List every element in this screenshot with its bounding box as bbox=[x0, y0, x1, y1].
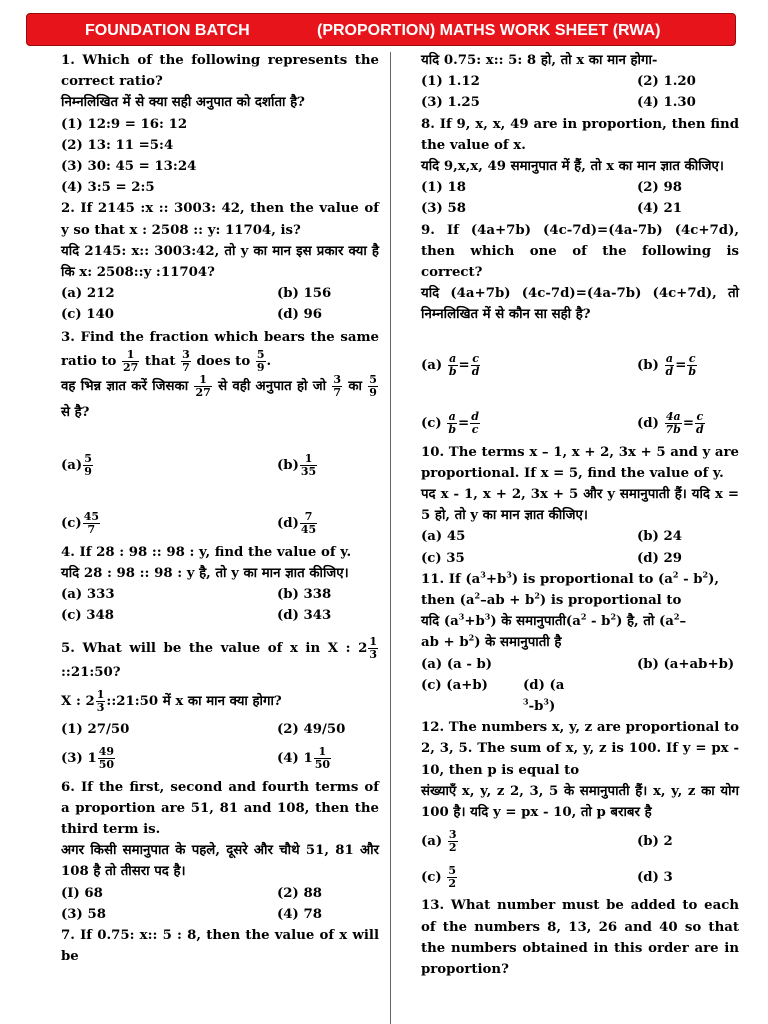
option: (b) 156 bbox=[277, 286, 332, 302]
option bbox=[277, 746, 332, 771]
denominator: 27 bbox=[122, 360, 139, 374]
option-label: (c) bbox=[421, 416, 442, 432]
option-label: (d) bbox=[637, 416, 659, 432]
question-text: 4. If 28 : 98 :: 98 : y, find the value of y. bbox=[61, 544, 352, 560]
fraction bbox=[665, 353, 675, 378]
numerator: c bbox=[688, 352, 696, 366]
option-row bbox=[421, 859, 739, 895]
numerator: a bbox=[665, 352, 673, 366]
option-row bbox=[61, 283, 379, 304]
option: (4) 78 bbox=[277, 906, 322, 922]
denominator: 50 bbox=[98, 758, 115, 772]
option: (b) (a+ab+b) bbox=[637, 656, 735, 672]
option-row bbox=[421, 177, 739, 198]
left-column bbox=[61, 50, 379, 967]
option: (1) 12:9 = 16: 12 bbox=[61, 116, 188, 132]
fraction bbox=[300, 453, 317, 478]
question-text-hindi: संख्याएँ x, y, z 2, 3, 5 के समानुपाती हैं। x, y, z का योग 100 है। यदि y = px - 10, तो p बराबर है bbox=[421, 783, 739, 821]
question-6 bbox=[61, 777, 379, 925]
fraction bbox=[368, 374, 378, 399]
numerator: c bbox=[696, 410, 704, 424]
numerator: 5 bbox=[256, 347, 265, 361]
question-text-hindi: निम्नलिखित में से क्या सही अनुपात को दर्शाता है? bbox=[61, 95, 305, 111]
denominator: 9 bbox=[256, 360, 265, 374]
column-divider bbox=[390, 52, 391, 1024]
option bbox=[61, 746, 277, 771]
option-row bbox=[61, 584, 379, 605]
numerator: c bbox=[472, 352, 479, 366]
denominator: b bbox=[688, 365, 697, 379]
text: that bbox=[144, 353, 176, 369]
option-row bbox=[421, 348, 739, 384]
option-label: (a) bbox=[421, 833, 443, 849]
text: वह भिन्न ज्ञात करें जिसका bbox=[61, 378, 189, 394]
denominator: c bbox=[471, 423, 479, 437]
option: (b) 2 bbox=[637, 833, 673, 849]
fraction bbox=[470, 411, 480, 436]
option: (4) 21 bbox=[637, 201, 682, 217]
option-label: (3) 1 bbox=[61, 751, 97, 767]
denominator: 2 bbox=[448, 840, 457, 854]
option bbox=[61, 511, 277, 536]
question-text: 8. If 9, x, x, 49 are in proportion, then find the value of x. bbox=[421, 116, 739, 153]
numerator: 3 bbox=[182, 347, 190, 361]
fraction bbox=[122, 349, 139, 374]
fraction bbox=[665, 411, 682, 436]
question-text bbox=[61, 636, 379, 685]
option-label: (d) bbox=[277, 516, 299, 532]
question-7-continued bbox=[421, 50, 739, 114]
option: (c) (a+b) bbox=[421, 677, 488, 693]
question-5 bbox=[61, 636, 379, 776]
option: (2) 1.20 bbox=[637, 74, 696, 90]
option: (4) 1.30 bbox=[637, 95, 696, 111]
question-9 bbox=[421, 220, 739, 442]
text: 5. What will be the value of x in X : 2 bbox=[61, 641, 368, 657]
question-text: 6. If the first, second and fourth terms of a proportion are 51, 81 and 108, then the third term is. bbox=[61, 779, 379, 838]
question-8 bbox=[421, 114, 739, 220]
question-text-hindi: यदि $(a^3+b^3)$ के $समानुपाती(a^2 - b^2)$ है, तो ($a^2-$ bbox=[421, 611, 687, 630]
numerator: 1 bbox=[314, 746, 331, 759]
option-row bbox=[61, 719, 379, 740]
question-7 bbox=[61, 925, 379, 967]
option: (1) 1.12 bbox=[421, 74, 480, 90]
option-label: (b) bbox=[637, 358, 659, 374]
question-3 bbox=[61, 326, 379, 542]
option: (a) 212 bbox=[61, 286, 115, 302]
fraction bbox=[332, 374, 342, 399]
option: (1) 18 bbox=[421, 180, 466, 196]
option-row bbox=[421, 548, 739, 569]
fraction bbox=[448, 353, 458, 378]
option-row bbox=[421, 71, 739, 92]
numerator: 1 bbox=[300, 453, 317, 466]
fraction bbox=[300, 511, 317, 536]
question-2 bbox=[61, 198, 379, 325]
option bbox=[637, 353, 698, 378]
equals: = bbox=[682, 416, 695, 432]
option bbox=[277, 511, 318, 536]
question-text-hindi bbox=[61, 374, 379, 426]
question-text-hindi bbox=[61, 685, 379, 719]
question-12 bbox=[421, 717, 739, 895]
text: ::21:50 में x का मान क्या होगा? bbox=[106, 694, 282, 710]
worksheet-header bbox=[26, 13, 736, 46]
fraction bbox=[448, 829, 458, 854]
text: X : 2 bbox=[61, 694, 95, 710]
text: से है? bbox=[61, 404, 90, 420]
numerator: 5 bbox=[84, 452, 92, 466]
denominator: 35 bbox=[300, 465, 317, 479]
fraction bbox=[98, 746, 115, 771]
denominator: b bbox=[448, 423, 457, 437]
numerator: d bbox=[471, 410, 479, 424]
option: (a) (a - b) bbox=[421, 656, 493, 672]
option-label: (c) bbox=[421, 869, 442, 885]
option: (c) 348 bbox=[61, 608, 115, 624]
option: (3) 58 bbox=[61, 906, 106, 922]
question-text: 1. Which of the following represents the correct ratio? bbox=[61, 53, 379, 90]
question-text-hindi: यदि 9,x,x, 49 समानुपात में हैं, तो x का मान ज्ञात कीजिए। bbox=[421, 159, 724, 175]
option: (d) 29 bbox=[637, 550, 683, 566]
option: (2) 88 bbox=[277, 885, 322, 901]
numerator: 1 bbox=[122, 349, 139, 362]
equals: = bbox=[458, 416, 470, 432]
option-label: (c) bbox=[61, 516, 82, 532]
text: का bbox=[348, 378, 362, 394]
denominator: 45 bbox=[300, 523, 317, 537]
option: (2) 49/50 bbox=[277, 722, 346, 738]
question-text: 10. The terms x – 1, x + 2, 3x + 5 and y are proportional. If x = 5, find the value of y. bbox=[421, 444, 739, 481]
question-text: 7. If 0.75: x:: 5 : 8, then the value of x will be bbox=[61, 928, 379, 965]
question-13 bbox=[421, 895, 739, 980]
question-text-hindi: यदि (4a+7b) (4c-7d)=(4a-7b) (4c+7d), तो निम्नलिखित में से कौन सा सही है? bbox=[421, 286, 739, 323]
option bbox=[421, 829, 637, 854]
question-1 bbox=[61, 50, 379, 198]
option-label: (a) bbox=[61, 458, 83, 474]
numerator: 5 bbox=[448, 863, 456, 877]
question-text: 13. What number must be added to each of the numbers 8, 13, 26 and 40 so that the numbers obtained in this order are in proportion? bbox=[421, 898, 739, 977]
question-text-hindi: यदि 2145: x:: 3003:42, तो y का मान इस प्रकार क्या है कि x: 2508::y :11704? bbox=[61, 243, 379, 281]
option: (1) 27/50 bbox=[61, 722, 130, 738]
option: (2) 98 bbox=[637, 180, 682, 196]
fraction bbox=[695, 411, 705, 436]
sheet-title: (PROPORTION) MATHS WORK SHEET (RWA) bbox=[317, 22, 661, 39]
option: (a) 45 bbox=[421, 529, 466, 545]
denominator: 7 bbox=[182, 360, 190, 374]
denominator: 3 bbox=[369, 648, 377, 662]
option: (4) 3:5 = 2:5 bbox=[61, 180, 155, 196]
numerator: 1 bbox=[96, 688, 105, 702]
option bbox=[61, 453, 277, 478]
question-text: 2. If 2145 :x :: 3003: 42, then the value of y so that x : 2508 :: y: 11704, is? bbox=[61, 201, 379, 238]
right-column bbox=[421, 50, 739, 980]
question-text: 11. If $(a^3+b^3)$ is proportional to $(a^2 - b^2)$, bbox=[421, 569, 720, 587]
numerator: a bbox=[448, 410, 456, 424]
option bbox=[637, 411, 706, 436]
option: (2) 13: 11 =5:4 bbox=[61, 137, 174, 153]
option: (d) 3 bbox=[637, 869, 673, 885]
text: ::21:50? bbox=[61, 665, 121, 681]
question-text-hindi: अगर किसी समानुपात के पहले, दूसरे और चौथे 51, 81 और 108 है तो तीसरा पद है। bbox=[61, 843, 379, 880]
option-label: (b) bbox=[277, 458, 299, 474]
question-text-hindi: पद x - 1, x + 2, 3x + 5 और y समानुपाती हैं। यदि x = 5 हो, तो y का मान ज्ञात कीजिए। bbox=[421, 487, 739, 524]
denominator: 7 bbox=[87, 523, 96, 537]
question-4 bbox=[61, 542, 379, 627]
denominator: 27 bbox=[195, 385, 211, 399]
batch-title: FOUNDATION BATCH bbox=[85, 22, 250, 39]
option: (3) 30: 45 = 13:24 bbox=[61, 159, 197, 175]
fraction bbox=[181, 349, 191, 374]
fraction bbox=[96, 689, 106, 714]
option-row bbox=[421, 92, 739, 113]
fraction bbox=[687, 353, 697, 378]
option-row bbox=[61, 605, 379, 626]
fraction bbox=[194, 374, 211, 399]
option: (a) 333 bbox=[61, 587, 115, 603]
option-row bbox=[61, 741, 379, 777]
fraction bbox=[83, 511, 100, 536]
option bbox=[421, 353, 637, 378]
option bbox=[277, 453, 318, 478]
option: (d) $(a^3-b^3)$ bbox=[523, 677, 565, 715]
text: . bbox=[266, 353, 272, 369]
question-text-hindi: यदि 28 : 98 :: 98 : y है, तो y का मान ज्ञात कीजिए। bbox=[61, 565, 349, 581]
option: (d) 96 bbox=[277, 307, 323, 323]
option: (3) 1.25 bbox=[421, 95, 480, 111]
option-row bbox=[61, 448, 379, 484]
fraction bbox=[447, 411, 457, 436]
option-label: (a) bbox=[421, 358, 443, 374]
option: (d) 343 bbox=[277, 608, 332, 624]
question-text-hindi: यदि 0.75: x:: 5: 8 हो, तो x का मान होगा- bbox=[421, 53, 658, 68]
option: (b) 24 bbox=[637, 529, 683, 545]
option bbox=[421, 865, 637, 890]
option-row bbox=[421, 198, 739, 219]
question-10 bbox=[421, 442, 739, 569]
option-row bbox=[421, 823, 739, 859]
denominator: d bbox=[471, 365, 480, 379]
denominator: 3 bbox=[96, 701, 105, 715]
fraction bbox=[83, 453, 93, 478]
numerator: 5 bbox=[369, 372, 377, 386]
option-row bbox=[421, 406, 739, 442]
question-text: 9. If (4a+7b) (4c-7d)=(4a-7b) (4c+7d), then which one of the following is correct? bbox=[421, 222, 739, 281]
numerator: 3 bbox=[448, 827, 457, 841]
option-row bbox=[421, 675, 739, 717]
fraction bbox=[471, 353, 481, 378]
option-row bbox=[61, 904, 379, 925]
numerator: 1 bbox=[194, 374, 211, 387]
option: (3) 58 bbox=[421, 201, 466, 217]
text: 3. Find the fraction which bears the same ratio to bbox=[61, 329, 379, 369]
denominator: 9 bbox=[369, 385, 377, 399]
denominator: 2 bbox=[448, 876, 456, 890]
option-row bbox=[421, 526, 739, 547]
question-text: then $(a^2-ab + b^2)$ is proportional to bbox=[421, 590, 682, 609]
numerator: 1 bbox=[369, 635, 377, 649]
denominator: d bbox=[696, 423, 704, 437]
fraction bbox=[447, 865, 457, 890]
numerator: 4a bbox=[665, 410, 681, 424]
equals: = bbox=[458, 358, 470, 374]
denominator: 50 bbox=[314, 758, 331, 772]
equals: = bbox=[675, 358, 687, 374]
option: (c) 140 bbox=[61, 307, 115, 323]
question-11 bbox=[421, 569, 739, 717]
option: (c) 35 bbox=[421, 550, 465, 566]
option-row bbox=[61, 506, 379, 542]
numerator: 49 bbox=[98, 745, 115, 759]
denominator: 9 bbox=[84, 465, 92, 479]
numerator: 45 bbox=[83, 510, 99, 524]
fraction bbox=[256, 349, 266, 374]
option-label: (4) 1 bbox=[277, 751, 313, 767]
question-text-hindi: ab + $b^2$) के समानुपाती है bbox=[421, 633, 562, 651]
option-row bbox=[61, 304, 379, 325]
option: (b) 338 bbox=[277, 587, 332, 603]
numerator: a bbox=[449, 352, 457, 366]
numerator: 3 bbox=[333, 372, 342, 386]
question-text bbox=[61, 326, 379, 374]
denominator: d bbox=[665, 365, 674, 379]
fraction bbox=[314, 746, 331, 771]
numerator: 7 bbox=[300, 511, 317, 524]
fraction bbox=[368, 636, 378, 661]
text: से वही अनुपात हो जो bbox=[218, 378, 327, 394]
option-row bbox=[421, 654, 739, 675]
denominator: 7b bbox=[665, 423, 681, 437]
option: (I) 68 bbox=[61, 885, 103, 901]
option bbox=[421, 411, 637, 436]
text: does to bbox=[196, 353, 251, 369]
denominator: b bbox=[448, 365, 457, 379]
question-text: 12. The numbers x, y, z are proportional to 2, 3, 5. The sum of x, y, z is 100. If y = px - 10, then p is equal to bbox=[421, 720, 739, 778]
denominator: 7 bbox=[333, 385, 342, 399]
option-row bbox=[61, 883, 379, 904]
